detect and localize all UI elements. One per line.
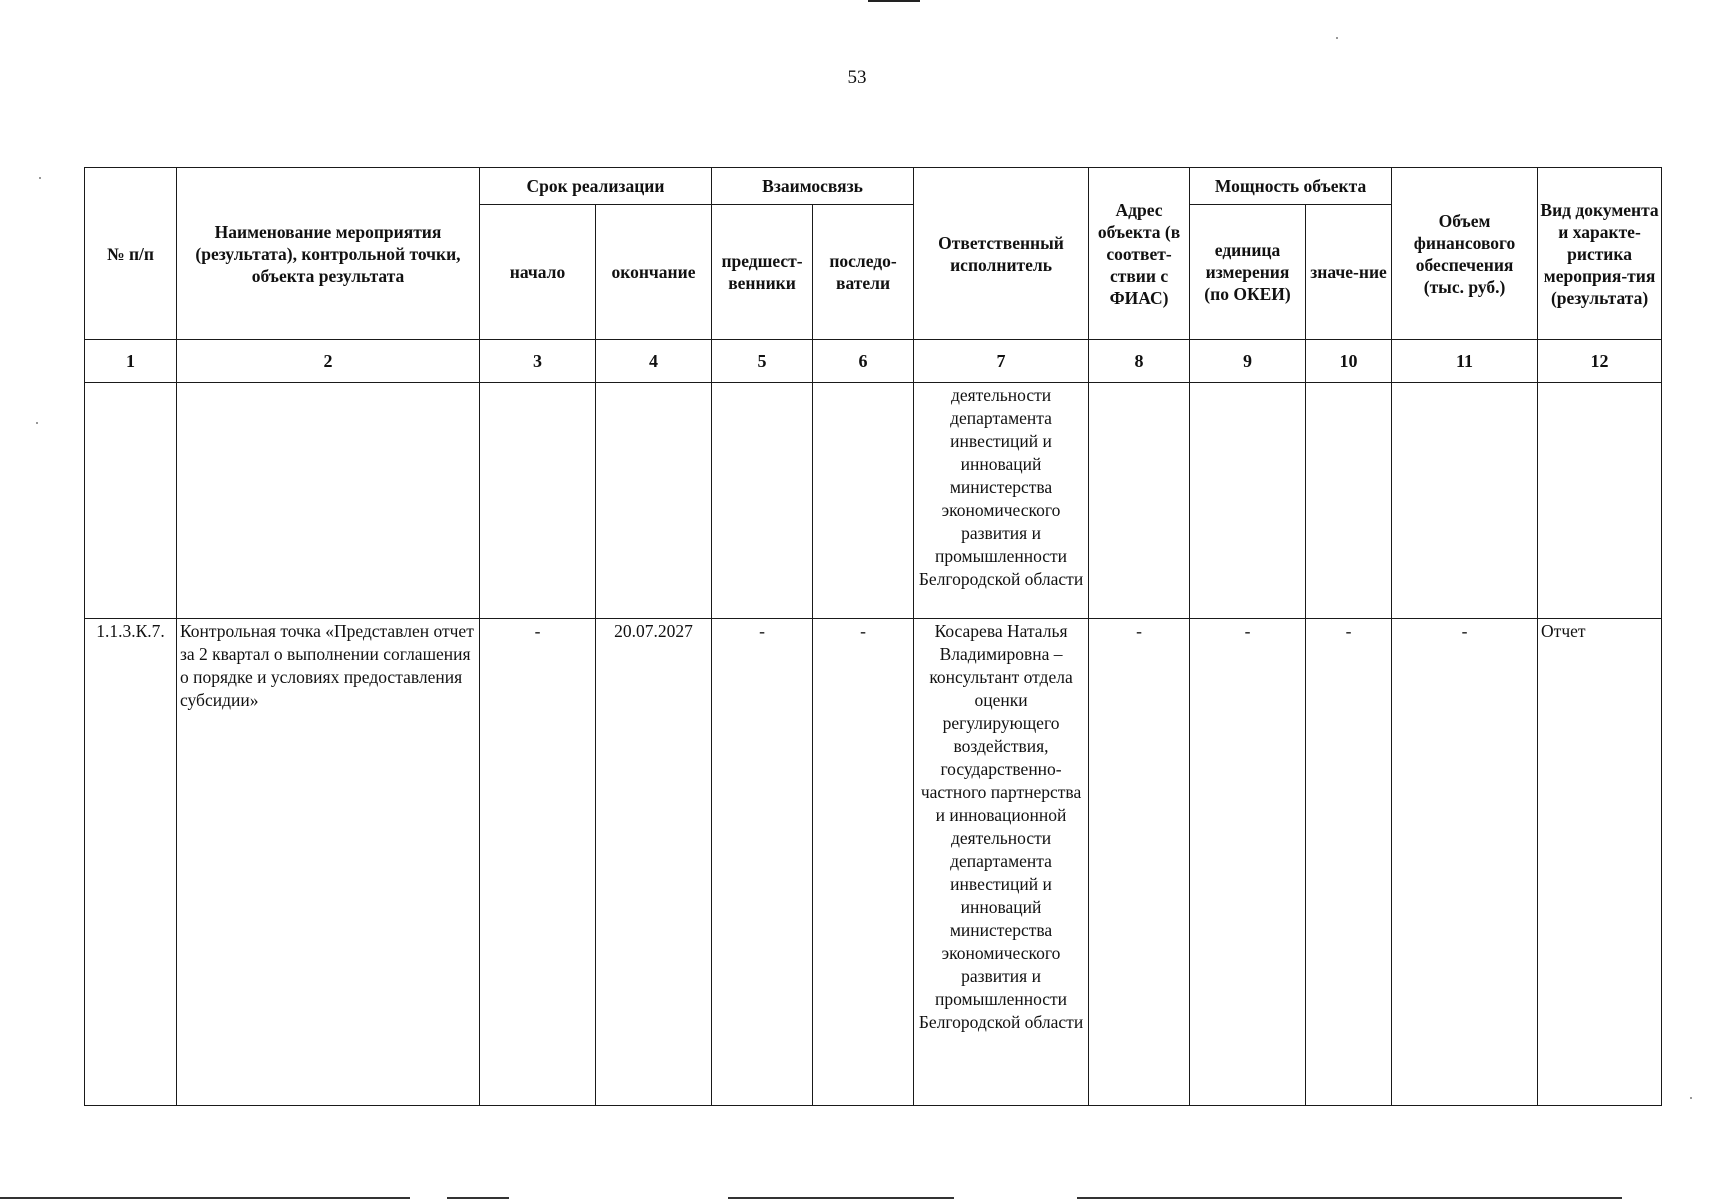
column-number: 4: [596, 340, 712, 383]
header-capacity: Мощность объекта: [1190, 168, 1392, 205]
cell-name: [177, 383, 480, 619]
scan-edge-line: [1077, 1197, 1622, 1199]
scan-edge-line: [728, 1197, 954, 1199]
page-number: 53: [847, 67, 867, 88]
cell-start: -: [480, 619, 596, 1106]
column-number: 11: [1392, 340, 1538, 383]
cell-unit: -: [1190, 619, 1306, 1106]
header-address: Адрес объекта (в соответ-ствии с ФИАС): [1089, 168, 1190, 340]
cell-doc-type: Отчет: [1538, 619, 1662, 1106]
column-number: 1: [85, 340, 177, 383]
column-number: 6: [813, 340, 914, 383]
column-number: 5: [712, 340, 813, 383]
cell-name: Контрольная точка «Представлен отчет за 2 квартал о выполнении соглашения о порядке и условиях предоставления субсидии»: [177, 619, 480, 1106]
cell-end: 20.07.2027: [596, 619, 712, 1106]
plan-table: [84, 167, 1662, 1106]
cell-address: [1089, 383, 1190, 619]
cell-start: [480, 383, 596, 619]
header-unit: единица измерения (по ОКЕИ): [1190, 205, 1306, 340]
table-row: [85, 383, 1662, 619]
table-row: [85, 619, 1662, 1106]
header-name: Наименование мероприятия (результата), контрольной точки, объекта результата: [177, 168, 480, 340]
column-number: 7: [914, 340, 1089, 383]
cell-num: [85, 383, 177, 619]
scan-speck: [36, 422, 38, 424]
cell-succ: [813, 383, 914, 619]
cell-unit: [1190, 383, 1306, 619]
cell-end: [596, 383, 712, 619]
cell-address: -: [1089, 619, 1190, 1106]
cell-doc-type: [1538, 383, 1662, 619]
header-doc-type: Вид документа и характе-ристика мероприя-тия (результата): [1538, 168, 1662, 340]
header-pred: предшест-венники: [712, 205, 813, 340]
cell-responsible: деятельности департамента инвестиций и инноваций министерства экономического развития и промышленности Белгородской области: [914, 383, 1089, 619]
scan-speck: [39, 177, 41, 179]
header-finance: Объем финансового обеспечения (тыс. руб.): [1392, 168, 1538, 340]
header-succ: последо-ватели: [813, 205, 914, 340]
header-start: начало: [480, 205, 596, 340]
header-link: Взаимосвязь: [712, 168, 914, 205]
cell-responsible: Косарева Наталья Владимировна – консультант отдела оценки регулирующего воздействия, государственно-частного партнерства и инновационной деятельности департамента инвестиций и инноваций министерства экономического развития и промышленности Белгородской области: [914, 619, 1089, 1106]
scan-edge-line: [0, 1197, 410, 1199]
column-number: 2: [177, 340, 480, 383]
cell-value: -: [1306, 619, 1392, 1106]
scan-edge-line: [447, 1197, 509, 1199]
cell-succ: -: [813, 619, 914, 1106]
header-responsible: Ответственный исполнитель: [914, 168, 1089, 340]
column-number: 3: [480, 340, 596, 383]
scan-speck: [1336, 37, 1338, 39]
column-number: 8: [1089, 340, 1190, 383]
top-rule: [868, 0, 920, 2]
cell-pred: [712, 383, 813, 619]
header-num: № п/п: [85, 168, 177, 340]
column-number: 10: [1306, 340, 1392, 383]
cell-value: [1306, 383, 1392, 619]
header-value: значе-ние: [1306, 205, 1392, 340]
cell-num: 1.1.3.К.7.: [85, 619, 177, 1106]
header-end: окончание: [596, 205, 712, 340]
column-number: 9: [1190, 340, 1306, 383]
header-term: Срок реализации: [480, 168, 712, 205]
cell-pred: -: [712, 619, 813, 1106]
column-number: 12: [1538, 340, 1662, 383]
scan-speck: [1690, 1097, 1692, 1099]
cell-finance: [1392, 383, 1538, 619]
cell-finance: -: [1392, 619, 1538, 1106]
